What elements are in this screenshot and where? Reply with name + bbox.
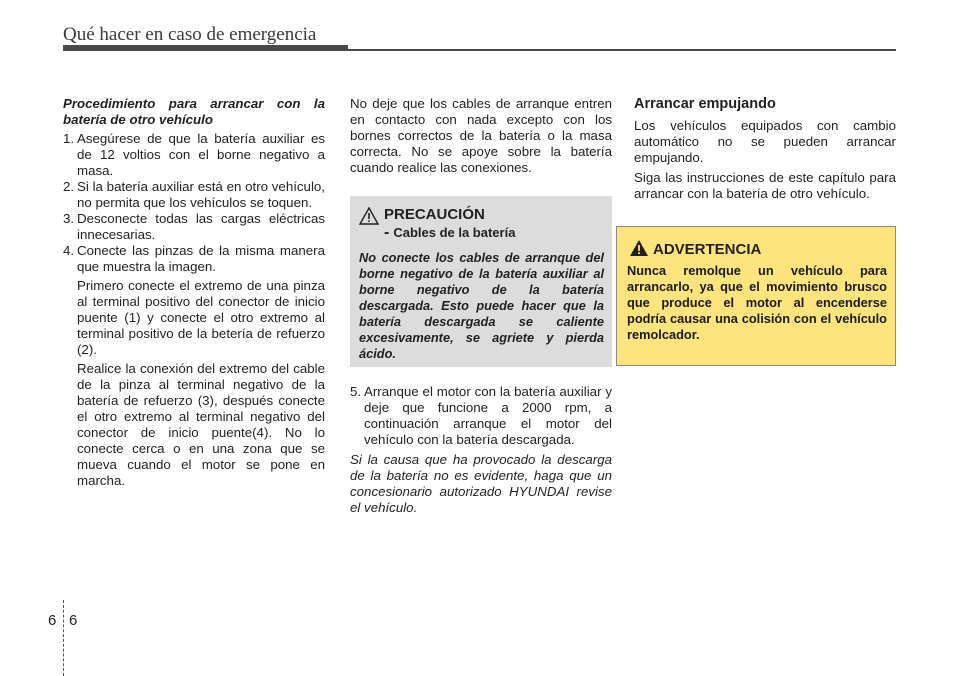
warning-header — [627, 237, 887, 261]
list-item-number: 1. — [63, 131, 75, 146]
list-item-text: Conecte las pinzas de la misma manera que muestra la imagen. — [77, 243, 325, 274]
caution-dash: - — [384, 224, 390, 241]
list-item-text: Asegúrese de que la batería auxiliar es de 12 voltios con el borne negativo a masa. — [77, 131, 325, 178]
list-item — [63, 131, 325, 179]
chapter-number: 6 — [48, 612, 57, 629]
warning-box — [616, 226, 896, 366]
column-right — [634, 96, 896, 206]
caution-title: PRECAUCIÓN — [384, 206, 485, 223]
warning-icon — [629, 239, 649, 257]
list-item-text: Desconecte todas las cargas eléctricas innecesarias. — [77, 211, 325, 242]
section-subheading: Procedimiento para arrancar con la batería de otro vehículo — [63, 96, 325, 127]
italic-note: Si la causa que ha provocado la descarga de la batería no es evidente, haga que un concesionario autorizado HYUNDAI revise el vehículo. — [350, 452, 612, 515]
list-item — [63, 243, 325, 275]
list-item-number: 4. — [63, 243, 75, 258]
caution-subtitle-text: Cables de la batería — [393, 225, 516, 240]
footer-divider — [63, 600, 64, 676]
list-item-continuation: Primero conecte el extremo de una pinza al terminal positivo del conector de inicio puente (1) y conecte el otro extremo al terminal positivo de la betería de refuerzo (2). — [77, 278, 325, 357]
column-middle — [350, 96, 612, 176]
column-middle-lower — [350, 384, 612, 516]
warning-title: ADVERTENCIA — [653, 241, 762, 258]
caution-subtitle — [384, 224, 515, 242]
section-title: Arrancar empujando — [634, 96, 776, 112]
list-item — [63, 179, 325, 211]
page-header-title: Qué hacer en caso de emergencia — [63, 24, 317, 45]
caution-header — [359, 206, 604, 242]
paragraph: Los vehículos equipados con cambio automático no se pueden arrancar empujando. — [634, 118, 896, 165]
paragraph: No deje que los cables de arranque entren en contacto con nada excepto con los bornes correctos de la batería o la masa correcta. No se apoye sobre la batería cuando realice las conexiones. — [350, 96, 612, 175]
list-item-continuation: Realice la conexión del extremo del cable de la pinza al terminal negativo de la batería de refuerzo (3), después conecte el otro extremo al terminal negativo del conector de inicio puente(4). No lo conecte cerca o en una zona que se mueva cuando el motor se pone en marcha. — [77, 361, 325, 488]
list-item — [350, 384, 612, 448]
paragraph: Siga las instrucciones de este capítulo para arrancar con la batería de otro vehículo. — [634, 170, 896, 201]
header-bar — [63, 45, 348, 51]
caution-icon — [359, 207, 379, 225]
caution-box — [350, 196, 612, 367]
list-item-number: 3. — [63, 211, 75, 226]
caution-text: No conecte los cables de arranque del borne negativo de la batería auxiliar al borne negativo de la batería descargada. Esto puede hacer que la batería descargada se caliente excesivamente, se agriete y pierda ácido. — [359, 250, 604, 361]
list-item-number: 5. — [350, 384, 362, 399]
page-number: 6 — [69, 612, 78, 629]
warning-text: Nunca remolque un vehículo para arrancarlo, ya que el movimiento brusco que produce el motor al encenderse podría causar una colisión con el vehículo remolcador. — [627, 263, 887, 342]
list-item-number: 2. — [63, 179, 75, 194]
column-left — [63, 96, 325, 489]
list-item-text: Si la batería auxiliar está en otro vehículo, no permita que los vehículos se toquen. — [77, 179, 325, 210]
header-rule — [348, 49, 896, 51]
list-item — [63, 211, 325, 243]
list-item-text: Arranque el motor con la batería auxiliar y deje que funcione a 2000 rpm, a continuación arranque el motor del vehículo con la batería descargada. — [364, 384, 612, 447]
